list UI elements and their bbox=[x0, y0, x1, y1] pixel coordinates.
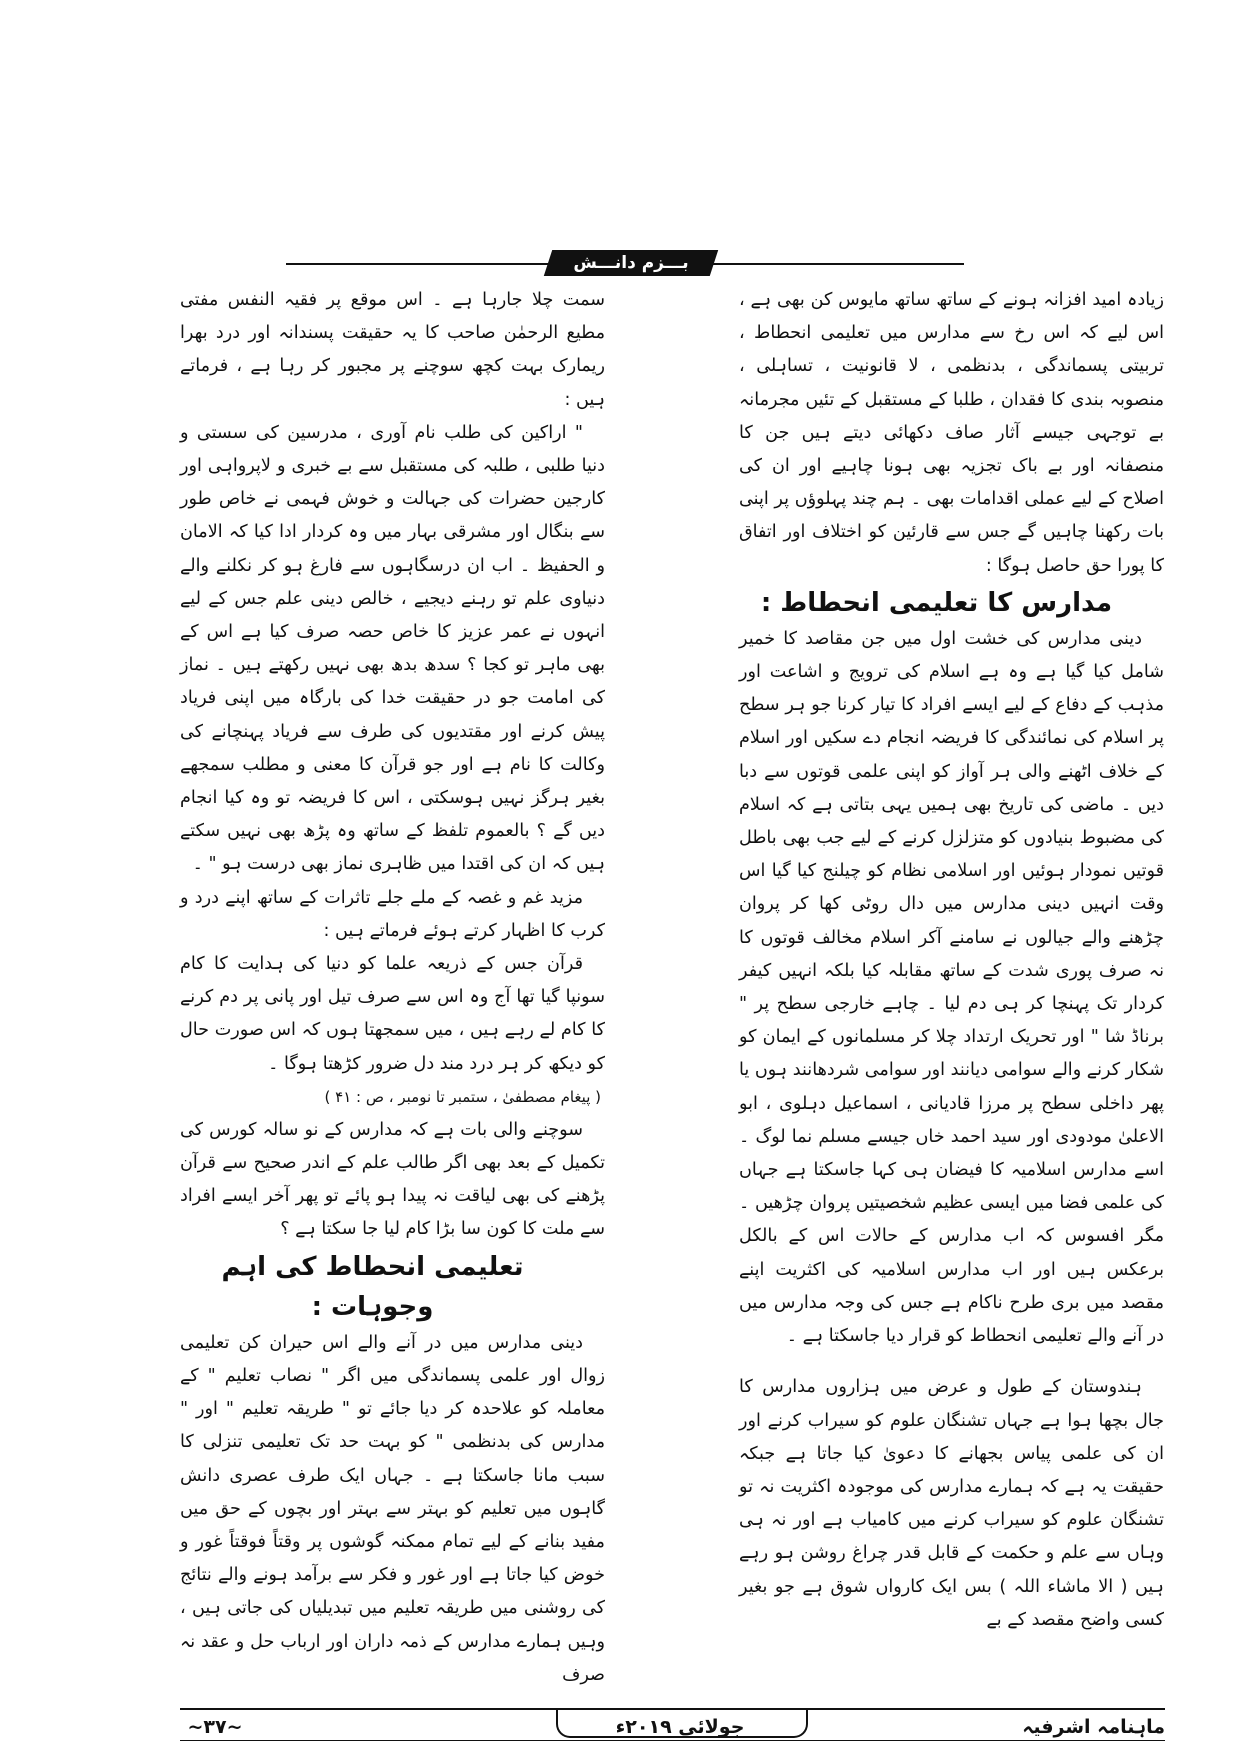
paragraph-gap bbox=[739, 1353, 1164, 1371]
citation: ( پیغام مصطفیٰ ، ستمبر تا نومبر ، ص : ۴۱ ) bbox=[324, 1087, 601, 1106]
paragraph: زیادہ امید افزانہ ہونے کے ساتھ ساتھ مایوس کن بھی ہے ، اس لیے کہ اس رخ سے مدارس میں تعلیمی انحطاط ، تربیتی پسماندگی ، بدنظمی ، لا قانونیت ، تساہلی ، منصوبہ بندی کا فقدان ، طلبا کے مستقبل کے تئیں مجرمانہ بے توجہی جیسے آثار صاف دکھائی دیتے ہیں جن کا منصفانہ اور بے باک تجزیہ بھی ہونا چاہیے اور ان کی اصلاح کے لیے عملی اقدامات بھی ۔ ہم چند پہلوؤں پر اپنی بات رکھنا چاہیں گے جس سے قارئین کو اختلاف اور اتفاق کا پورا حق حاصل ہوگا : bbox=[739, 290, 1164, 576]
paragraph: دینی مدارس کی خشت اول میں جن مقاصد کا خمیر شامل کیا گیا ہے وہ ہے اسلام کی ترویج و اشاعت اور مذہب کے دفاع کے لیے ایسے افراد کا تیار کرنا جو ہر سطح پر اسلام کی نمائندگی کا فریضہ انجام دے سکیں اور اسلام کے خلاف اٹھنے والی ہر آواز کو اپنی علمی قوتوں سے دبا دیں ۔ ماضی کی تاریخ بھی ہمیں یہی بتاتی ہے کہ اسلام کی مضبوط بنیادوں کو متزلزل کرنے کے لیے جب بھی باطل قوتیں نمودار ہوئیں اور اسلامی نظام کو چیلنج کیا گیا اس وقت انہیں دینی مدارس میں دال روٹی کھا کر پروان چڑھنے والے جیالوں نے سامنے آکر اسلام مخالف قوتوں کا نہ صرف پوری شدت کے ساتھ مقابلہ کیا بلکہ انہیں کیفر کردار تک پہنچا کر ہی دم لیا ۔ چاہے خارجی سطح پر " برناڈ شا " اور تحریک ارتداد چلا کر مسلمانوں کے ایمان کو شکار کرنے والے سوامی دیانند اور سوامی شردھانند ہوں یا پھر داخلی سطح پر مرزا قادیانی ، اسماعیل دہلوی ، ابو الاعلیٰ مودودی اور سید احمد خاں جیسے مسلم نما لوگ ۔ اسے مدارس اسلامیہ کا فیضان ہی کہا جاسکتا ہے جہاں کی علمی فضا میں ایسی عظیم شخصیتیں پروان چڑھیں ۔ مگر افسوس کہ اب مدارس کے حالات اس کے بالکل برعکس ہیں اور اب مدارس اسلامیہ کی اکثریت اپنے مقصد میں بری طرح ناکام ہے جس کی وجہ مدارس میں در آنے والے تعلیمی انحطاط کو قرار دیا جاسکتا ہے ۔ bbox=[739, 628, 1164, 1347]
magazine-name: ماہنامہ اشرفیہ bbox=[1022, 1716, 1165, 1738]
section-title: بـــزم دانـــش bbox=[573, 253, 689, 273]
paragraph: سمت چلا جارہا ہے ۔ اس موقع پر فقیہ النفس مفتی مطیع الرحمٰن صاحب کا یہ حقیقت پسندانہ اور درد بھرا ریمارک بہت کچھ سوچنے پر مجبور کر رہا ہے ، فرماتے ہیں : bbox=[180, 290, 605, 410]
paragraph: دینی مدارس میں در آنے والے اس حیران کن تعلیمی زوال اور علمی پسماندگی میں اگر " نصاب تعلیم " کے معاملہ کو علاحدہ کر دیا جائے تو " طریقہ تعلیم " اور " مدارس کی بدنظمی " کو بہت حد تک تعلیمی تنزلی کا سبب مانا جاسکتا ہے ۔ جہاں ایک طرف عصری دانش گاہوں میں تعلیم کو بہتر سے بہتر اور بچوں کے حق میں مفید بنانے کے لیے تمام ممکنہ گوشوں پر وقتاً فوقتاً غور و خوض کیا جاتا ہے اور غور و فکر سے برآمد ہونے والے نتائج کی روشنی میں طریقہ تعلیم میں تبدیلیاں کی جاتی ہیں ، وہیں ہمارے مدارس کے ذمہ داران اور ارباب حل و عقد نہ صرف bbox=[180, 1332, 605, 1685]
header-rule-left bbox=[286, 263, 556, 265]
header-rule-right bbox=[706, 263, 964, 265]
paragraph: ہندوستان کے طول و عرض میں ہزاروں مدارس کا جال بچھا ہوا ہے جہاں تشنگان علوم کو سیراب کرنے اور ان کی علمی پیاس بجھانے کا دعویٰ کیا جاتا ہے جبکہ حقیقت یہ ہے کہ ہمارے مدارس کی موجودہ اکثریت نہ تو تشنگان علوم کو سیراب کرنے میں کامیاب ہے اور نہ ہی وہاں سے علم و حکمت کے قابل قدر چراغ روشن ہو رہے ہیں ( الا ماشاء اللہ ) بس ایک کارواں شوق ہے جو بغیر کسی واضح مقصد کے بے bbox=[739, 1377, 1164, 1630]
paragraph: مزید غم و غصہ کے ملے جلے تاثرات کے ساتھ اپنے درد و کرب کا اظہار کرتے ہوئے فرماتے ہیں : bbox=[180, 887, 605, 941]
page-number: ~۳۷~ bbox=[187, 1716, 243, 1738]
paragraph: سوچنے والی بات ہے کہ مدارس کے نو سالہ کورس کی تکمیل کے بعد بھی اگر طالب علم کے اندر صحیح سے قرآن پڑھنے کی بھی لیاقت نہ پیدا ہو پائے تو پھر آخر ایسے افراد سے ملت کا کون سا بڑا کام لیا جا سکتا ہے ؟ bbox=[180, 1119, 605, 1240]
right-column bbox=[739, 284, 1164, 1637]
left-column bbox=[180, 284, 605, 1692]
quotation: " اراکین کی طلب نام آوری ، مدرسین کی سستی و دنیا طلبی ، طلبہ کی مستقبل سے بے خبری و لاپرواہی اور کارجین حضرات کی جہالت و خوش فہمی نے خاص طور سے بنگال اور مشرقی بہار میں وہ کردار ادا کیا کہ الامان و الحفیظ ۔ اب ان درسگاہوں سے فارغ ہو کر نکلنے والے دنیاوی علم تو رہنے دیجیے ، خالص دینی علم جس کے لیے انہوں نے عمر عزیز کا خاص حصہ صرف کیا ہے اس کے بھی ماہر تو کجا ؟ سدھ بدھ بھی نہیں رکھتے ہیں ۔ نماز کی امامت جو در حقیقت خدا کی بارگاہ میں اپنی فریاد پیش کرنے اور مقتدیوں کی طرف سے فریاد پہنچانے کی وکالت کا نام ہے اور جو قرآن کا معنی و مطلب سمجھے بغیر ہرگز نہیں ہوسکتی ، اس کا فریضہ تو وہ کیا انجام دیں گے ؟ بالعموم تلفظ کے ساتھ وہ پڑھ بھی نہیں سکتے ہیں کہ ان کی اقتدا میں ظاہری نماز بھی درست ہو " ۔ bbox=[180, 422, 605, 875]
quotation: قرآن جس کے ذریعہ علما کو دنیا کی ہدایت کا کام سونپا گیا تھا آج وہ اس سے صرف تیل اور پانی پر دم کرنے کا کام لے رہے ہیں ، میں سمجھتا ہوں کہ اس صورت حال کو دیکھ کر ہر درد مند دل ضرور کڑھتا ہوگا ۔ bbox=[180, 954, 605, 1074]
section-heading: مدارس کا تعلیمی انحطاط : bbox=[760, 587, 1113, 618]
section-heading: تعلیمی انحطاط کی اہم وجوہات : bbox=[221, 1251, 524, 1322]
issue-date: جولائی ۲۰۱۹ء bbox=[615, 1716, 745, 1738]
